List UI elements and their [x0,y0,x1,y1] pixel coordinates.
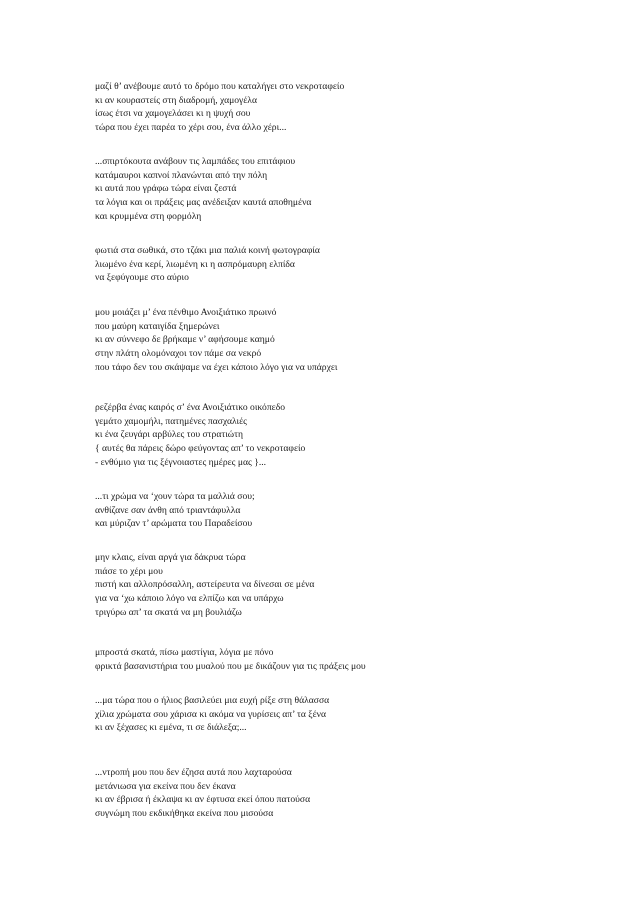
poem-line: να ξεφύγουμε στο αύριο [95,272,189,284]
stanza-4 [95,306,615,374]
poem-line: κι αν έβρισα ή έκλαψα κι αν έφτυσα εκεί όπου πατούσα [95,794,311,806]
poem-line: για να ‘χω κάποιο λόγο να ελπίζω και να υπάρχω [95,593,284,605]
poem-line: που τάφο δεν του σκάψαμε να έχει κάποιο λόγο για να υπάρχει [95,361,338,373]
poem-line: κι αν κουραστείς στη διαδρομή, χαμογέλα [95,94,257,106]
poem-line: συγνώμη που εκδικήθηκα εκείνα που μισούσα [95,808,274,820]
stanza-5 [95,401,615,469]
poem-line: ανθίζανε σαν άνθη από τριαντάφυλλα [95,504,241,516]
poem-line: στην πλάτη ολομόναχοι τον πάμε σα νεκρό [95,348,262,360]
poem-line: κι αυτά που γράφω τώρα είναι ζεστά [95,183,237,195]
stanza-6 [95,490,615,531]
poem-line: ...σπιρτόκουτα ανάβουν τις λαμπάδες του επιτάφιου [95,156,296,167]
stanza-1 [95,80,615,135]
poem-line: μαζί θ’ ανέβουμε αυτό το δρόμο που καταλήγει στο νεκροταφείο [95,81,345,92]
poem-line: κατάμαυροι καπνοί πλανώνται από την πόλη [95,169,268,181]
poem-line: τώρα που έχει παρέα το χέρι σου, ένα άλλο χέρι... [95,122,287,134]
poem-line: - ενθύμιο για τις ξέγνοιαστες ημέρες μας }... [95,456,267,468]
poem-line: { αυτές θα πάρεις δώρο φεύγοντας απ’ το νεκροταφείο [95,443,306,455]
poem-line: μην κλαις, είναι αργά για δάκρυα τώρα [95,552,246,563]
poem-line: γεμάτο χαμομήλι, πατημένες πασχαλιές [95,415,247,427]
poem-line: φωτιά στα σωθικά, στο τζάκι μια παλιά κοινή φωτογραφία [95,245,320,256]
poem-line: ...μα τώρα που ο ήλιος βασιλεύει μια ευχή ρίξε στη θάλασσα [95,695,330,706]
poem-line: και κρυμμένα στη φορμόλη [95,210,202,222]
poem-line: ...τι χρώμα να ‘χουν τώρα τα μαλλιά σου; [95,491,255,502]
poem-line: φρικτά βασανιστήρια του μυαλού που με δικάζουν για τις πράξεις μου [95,660,366,672]
poem-line: κι αν σύννεφο δε βρήκαμε ν’ αφήσουμε καημό [95,334,275,346]
poem-line: και μύριζαν τ’ αρώματα του Παραδείσου [95,518,253,530]
poem-line: πιστή και αλλοπρόσαλλη, αστείρευτα να δίνεσαι σε μένα [95,579,315,591]
poem-line: κι ένα ζευγάρι αρβύλες του στρατιώτη [95,429,243,441]
stanza-7 [95,551,615,619]
stanza-2 [95,155,615,223]
poem-line: μετάνιωσα για εκείνα που δεν έκανα [95,780,236,792]
poem-line: μου μοιάζει μ’ ένα πένθιμο Ανοιξιάτικο πρωινό [95,307,277,318]
stanza-9 [95,694,615,735]
poem-line: χίλια χρώματα σου χάρισα κι ακόμα να γυρίσεις απ’ τα ξένα [95,708,326,720]
poem-line: πιάσε το χέρι μου [95,565,163,577]
stanza-10 [95,766,615,821]
poem-line: τριγύρω απ’ τα σκατά να μη βουλιάζω [95,606,242,618]
stanza-8 [95,646,615,673]
poem-line: κι αν ξέχασες κι εμένα, τι σε διάλεξα;... [95,722,247,734]
poem-line: ίσως έτσι να χαμογελάσει κι η ψυχή σου [95,108,251,120]
stanza-3 [95,244,615,285]
poem-line: μπροστά σκατά, πίσω μαστίγια, λόγια με πόνο [95,647,274,658]
poem-line: λιωμένο ένα κερί, λιωμένη κι η ασπρόμαυρη ελπίδα [95,258,295,270]
poem-line: που μαύρη καταιγίδα ξημερώνει [95,320,220,332]
poem-line: τα λόγια και οι πράξεις μας ανέδειξαν καυτά αποθημένα [95,197,312,209]
poem-line: ...ντροπή μου που δεν έζησα αυτά που λαχταρούσα [95,767,292,778]
poem-line: ρεζέρβα ένας καιρός σ’ ένα Ανοιξιάτικο οικόπεδο [95,402,286,413]
